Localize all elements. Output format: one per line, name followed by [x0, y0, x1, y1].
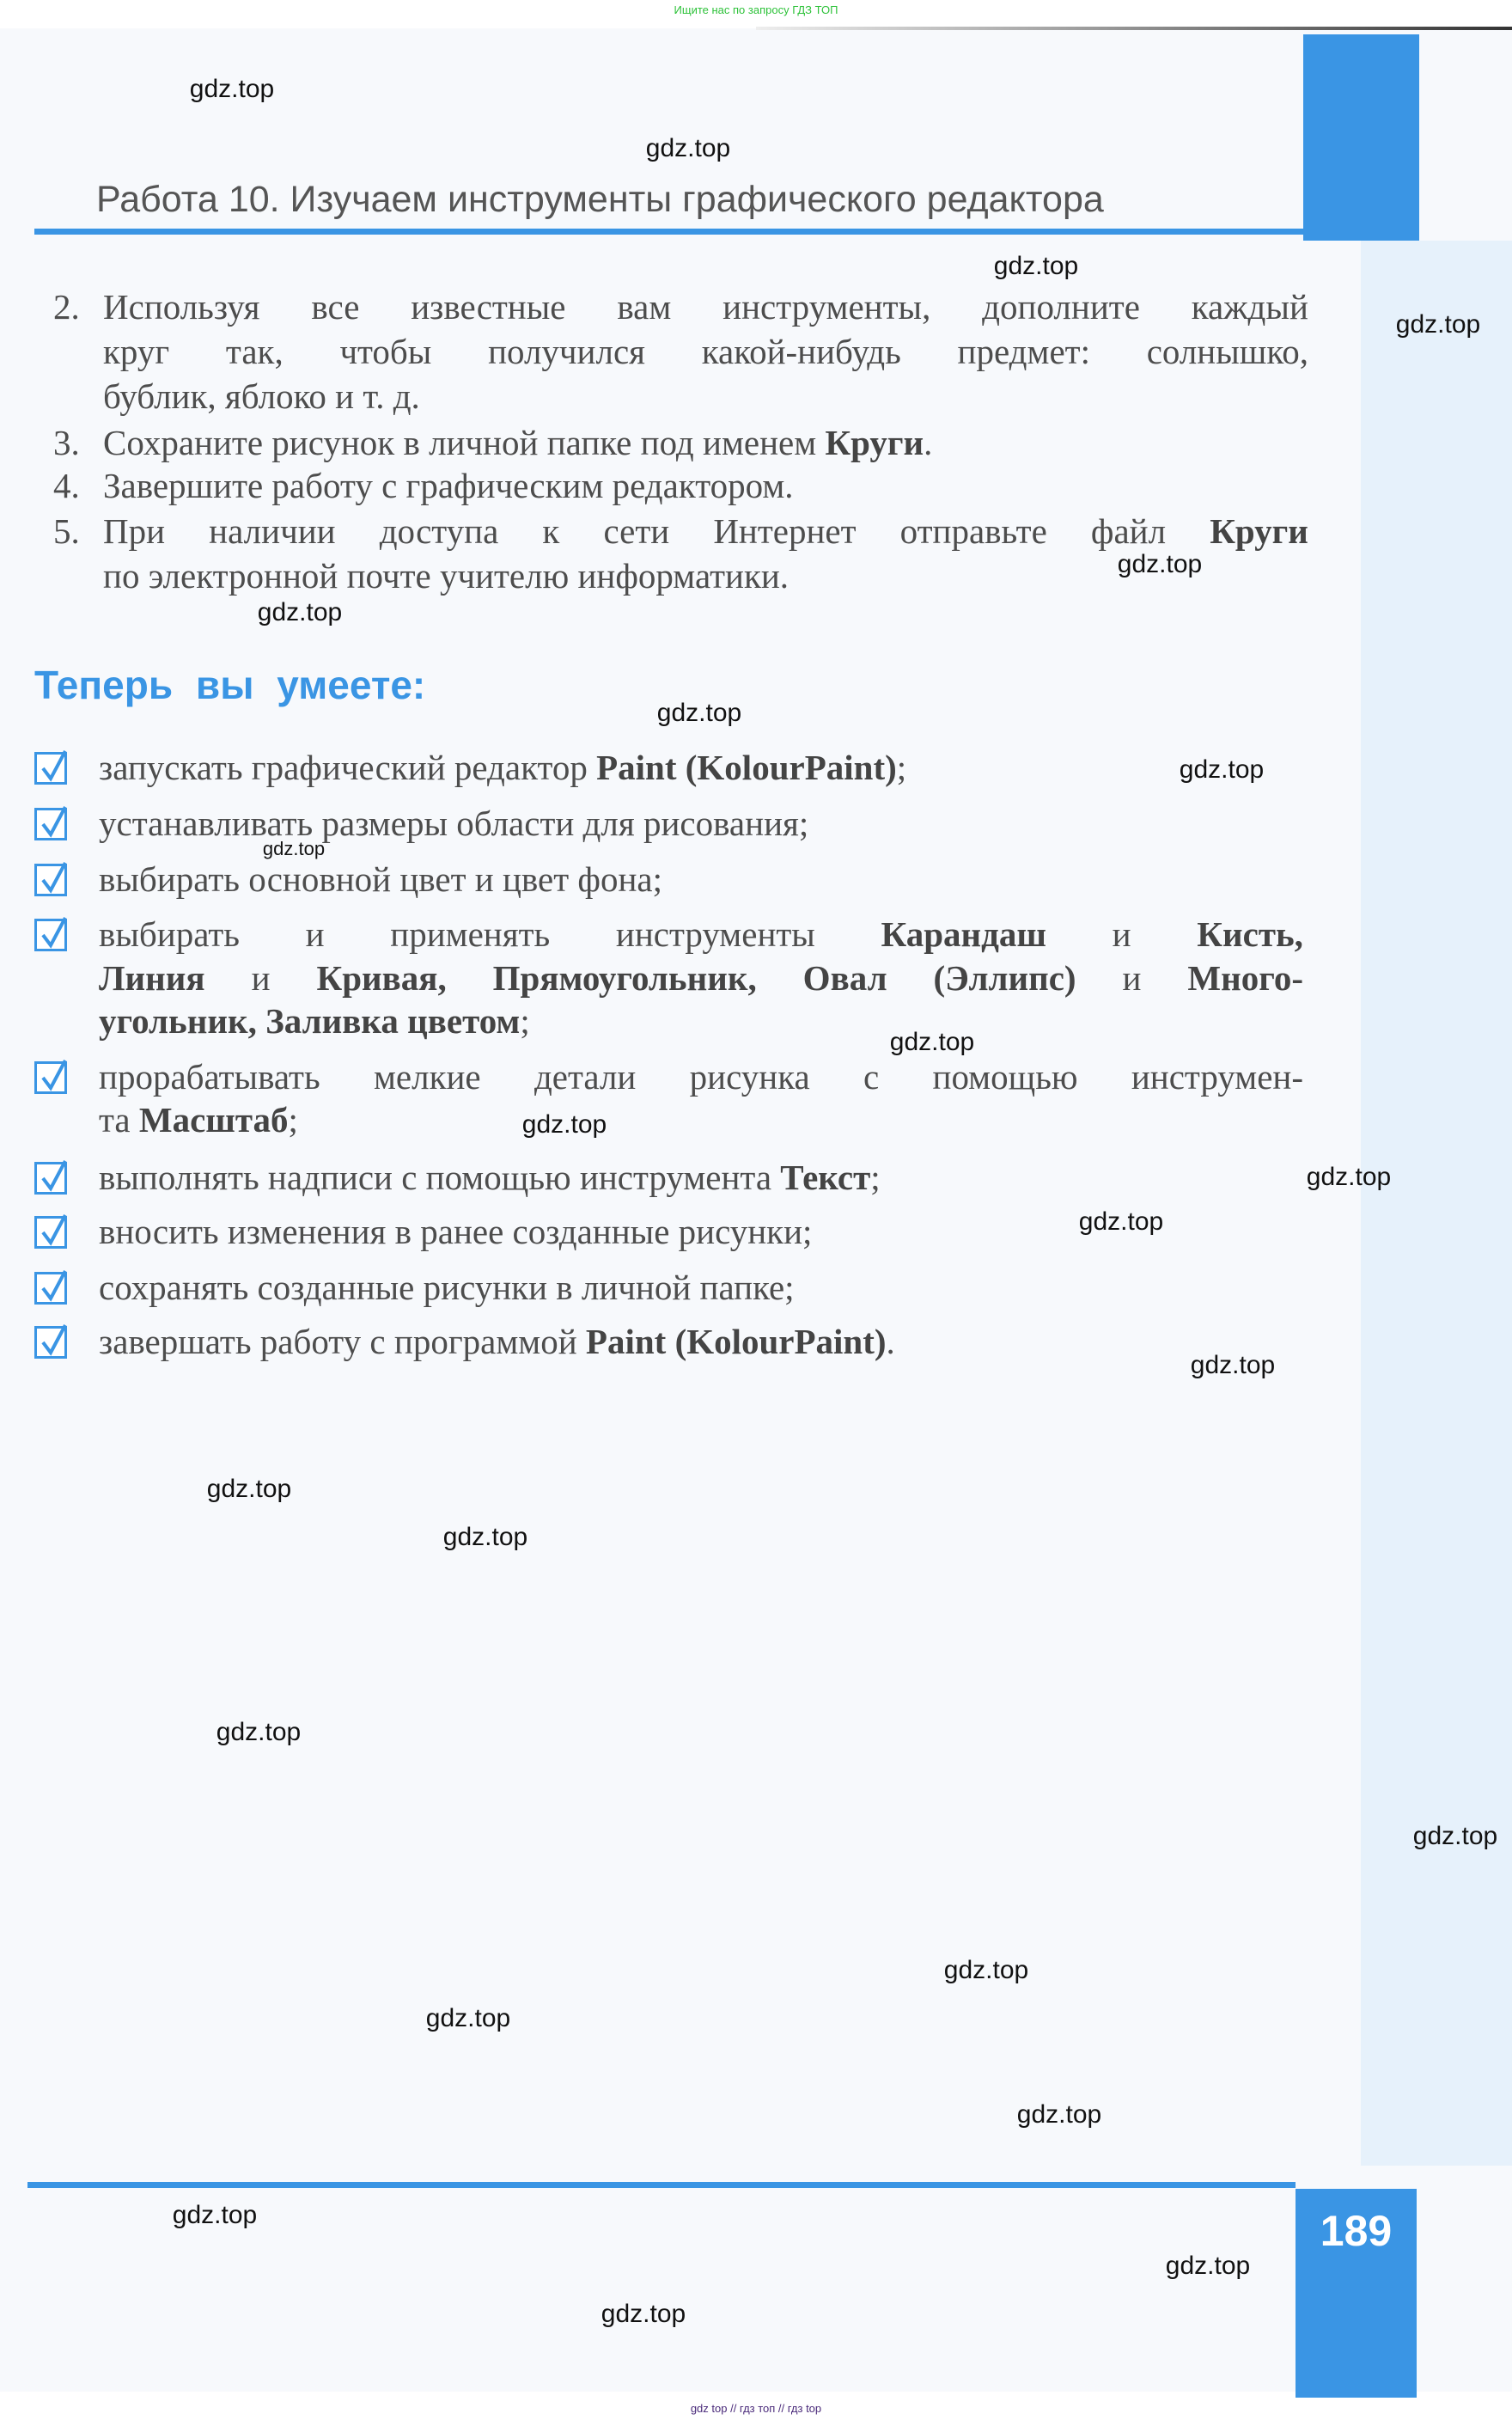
checkbox-checked-icon [34, 1061, 67, 1094]
text-segment: так, [225, 332, 284, 371]
word [306, 914, 325, 955]
bold-term: Кривая, [316, 958, 447, 998]
header-color-tab [1303, 34, 1419, 241]
page-number: 189 [1320, 2207, 1393, 2255]
text-line [99, 914, 1303, 955]
checkbox-checked-icon [34, 1162, 67, 1195]
step-number: 4. [53, 466, 80, 505]
page-title: Работа 10. Изучаем инструменты графического редактора [96, 179, 1104, 220]
watermark-text: gdz.top [1412, 1822, 1498, 1850]
text-line [99, 1099, 298, 1140]
text-line [103, 286, 1308, 327]
text-segment: файл [1090, 511, 1167, 551]
text-segment: выполнять надписи с помощью инструмента [99, 1158, 781, 1197]
word [103, 286, 260, 327]
word [702, 331, 901, 372]
bold-term: Текст [780, 1158, 871, 1197]
watermark-text: gdz.top [262, 838, 326, 859]
bold-term: Paint (KolourPaint) [596, 748, 897, 787]
text-segment: ; [870, 1158, 881, 1197]
text-line [103, 510, 1308, 552]
bold-term: Кисть, [1197, 914, 1303, 954]
watermark-text: gdz.top [1016, 2100, 1102, 2129]
text-segment: вам [617, 287, 672, 327]
text-segment: ; [288, 1100, 298, 1140]
word [1197, 914, 1303, 955]
word [603, 510, 669, 552]
word [380, 510, 499, 552]
text-segment: вносить изменения в ранее созданные рисунки; [99, 1212, 813, 1251]
text-segment: ; [896, 748, 907, 787]
text-segment: рисунка [689, 1057, 810, 1097]
word [493, 957, 757, 999]
text-segment: запускать графический редактор [99, 748, 597, 787]
text-segment: выбирать [99, 914, 240, 954]
word [1123, 957, 1142, 999]
word [226, 331, 284, 372]
word [1091, 510, 1166, 552]
skills-heading: Теперь вы умеете: [34, 663, 426, 707]
word [339, 331, 431, 372]
text-line [103, 331, 1308, 372]
watermark-text: gdz.top [189, 75, 275, 103]
word [900, 510, 1047, 552]
text-line [99, 859, 662, 900]
watermark-text: gdz.top [645, 134, 731, 162]
word [488, 331, 645, 372]
text-line [99, 803, 808, 844]
text-line [99, 1211, 812, 1252]
text-segment: доступа [379, 511, 499, 551]
bold-term: Овал [802, 958, 887, 998]
word [1131, 1056, 1303, 1097]
word [103, 331, 169, 372]
bold-term: Линия [99, 958, 205, 998]
word [390, 914, 550, 955]
text-line [99, 1267, 795, 1308]
text-segment: Завершите работу с графическим редактором. [103, 466, 794, 505]
text-line [103, 555, 789, 596]
watermark-text: gdz.top [425, 2004, 511, 2032]
text-segment: При [103, 511, 166, 551]
text-segment: и [305, 914, 325, 954]
word [982, 286, 1140, 327]
text-segment: и [1122, 958, 1142, 998]
text-segment: по электронной почте учителю информатики. [103, 556, 790, 596]
text-segment: детали [533, 1057, 637, 1097]
bold-term: Карандаш [881, 914, 1046, 954]
word [863, 1056, 879, 1097]
page-edge-shadow [756, 27, 1512, 30]
word [374, 1056, 481, 1097]
watermark-text: gdz.top [216, 1718, 302, 1746]
text-segment: мелкие [373, 1057, 481, 1097]
bold-term: (Эллипс) [933, 958, 1076, 998]
watermark-text: gdz.top [206, 1475, 292, 1503]
word [209, 510, 335, 552]
watermark-text: gdz.top [521, 1110, 607, 1139]
word [311, 286, 359, 327]
text-line [103, 465, 794, 506]
text-line [103, 422, 932, 463]
bold-term: Много- [1187, 958, 1303, 998]
step-number: 5. [53, 511, 80, 551]
text-segment: круг [103, 332, 170, 371]
text-segment: чтобы [339, 332, 432, 371]
text-segment: инструмен- [1131, 1057, 1303, 1097]
word [99, 957, 205, 999]
text-segment: все [311, 287, 360, 327]
text-segment: . [924, 423, 933, 462]
word [1187, 957, 1303, 999]
text-segment: солнышко, [1146, 332, 1308, 371]
watermark-text: gdz.top [1165, 2252, 1251, 2280]
watermark-text: gdz.top [1117, 550, 1203, 578]
checkbox-checked-icon [34, 1326, 67, 1359]
text-segment: выбирать основной цвет и цвет фона; [99, 859, 662, 899]
text-segment: дополните [982, 287, 1140, 327]
title-underline [34, 229, 1303, 235]
word [803, 957, 887, 999]
word [316, 957, 446, 999]
checkbox-checked-icon [34, 864, 67, 896]
watermark-text: gdz.top [1078, 1207, 1164, 1236]
text-segment: бублик, яблоко и т. д. [103, 376, 420, 416]
watermark-text: gdz.top [172, 2201, 258, 2229]
bold-term: Прямоугольник, [492, 958, 757, 998]
text-segment: завершать работу с программой [99, 1322, 586, 1361]
text-segment: . [886, 1322, 895, 1361]
bold-term: Круги [1210, 511, 1308, 551]
text-segment: инструменты, [722, 287, 931, 327]
text-segment: сохранять созданные рисунки в личной папке; [99, 1268, 795, 1307]
text-line [99, 1000, 530, 1042]
step-number: 2. [53, 287, 80, 327]
word [881, 914, 1046, 955]
word [713, 510, 856, 552]
text-segment: получился [488, 332, 646, 371]
checkbox-checked-icon [34, 919, 67, 951]
word [99, 914, 240, 955]
checkbox-checked-icon [34, 808, 67, 840]
word [1113, 914, 1131, 955]
text-segment: применять [390, 914, 551, 954]
step-number: 3. [53, 423, 80, 462]
word [617, 286, 671, 327]
text-segment: и [1112, 914, 1131, 954]
text-segment: каждый [1191, 287, 1308, 327]
word [933, 1056, 1078, 1097]
text-segment: предмет: [957, 332, 1090, 371]
word [252, 957, 271, 999]
text-segment: помощью [932, 1057, 1078, 1097]
text-segment: с [863, 1057, 880, 1097]
text-segment: какой-нибудь [701, 332, 901, 371]
text-segment: Используя [103, 287, 260, 327]
watermark-text: gdz.top [257, 598, 343, 626]
word [411, 286, 565, 327]
text-segment: Интернет [713, 511, 857, 551]
text-segment: та [99, 1100, 139, 1140]
page-margin-strip [1361, 241, 1512, 2166]
word [99, 1056, 320, 1097]
text-segment: прорабатывать [99, 1057, 320, 1097]
word [934, 957, 1076, 999]
text-segment: сети [603, 511, 670, 551]
text-line [99, 1321, 895, 1362]
watermark-text: gdz.top [601, 2300, 686, 2328]
watermark-text: gdz.top [993, 252, 1079, 280]
page-number-box [1296, 2189, 1417, 2398]
text-segment: наличии [209, 511, 336, 551]
checkbox-checked-icon [34, 1216, 67, 1249]
word [722, 286, 930, 327]
text-line [99, 1157, 881, 1198]
text-segment: Сохраните рисунок в личной папке под именем [103, 423, 826, 462]
word [1192, 286, 1308, 327]
word [103, 510, 165, 552]
text-segment: отправьте [899, 511, 1047, 551]
watermark-text: gdz.top [656, 699, 742, 727]
checkbox-checked-icon [34, 1272, 67, 1305]
watermark-text: gdz.top [1190, 1351, 1276, 1379]
top-banner: Ищите нас по запросу ГДЗ ТОП [674, 3, 838, 16]
text-segment: ; [520, 1001, 530, 1041]
word [542, 510, 559, 552]
word [958, 331, 1090, 372]
text-segment: и [251, 958, 271, 998]
watermark-text: gdz.top [442, 1523, 528, 1551]
bold-term: Масштаб [138, 1100, 289, 1140]
word [690, 1056, 810, 1097]
text-segment: известные [411, 287, 566, 327]
bold-term: Paint (KolourPaint) [585, 1322, 887, 1361]
checkbox-checked-icon [34, 752, 67, 785]
footer-watermark: gdz top // гдз топ // гдз top [690, 2402, 822, 2415]
watermark-text: gdz.top [1179, 755, 1265, 784]
text-line [99, 957, 1303, 999]
word [534, 1056, 636, 1097]
watermark-text: gdz.top [943, 1956, 1029, 1984]
word [1210, 510, 1308, 552]
text-segment: инструменты [615, 914, 815, 954]
text-line [103, 376, 420, 417]
bold-term: Круги [825, 423, 924, 462]
bold-term: угольник, Заливка цветом [99, 1001, 521, 1041]
text-line [99, 747, 906, 788]
word [1147, 331, 1308, 372]
watermark-text: gdz.top [1306, 1163, 1392, 1191]
word [616, 914, 815, 955]
watermark-text: gdz.top [889, 1028, 975, 1056]
text-segment: устанавливать размеры области для рисования; [99, 804, 809, 843]
text-line [99, 1056, 1303, 1097]
text-segment: к [542, 511, 560, 551]
watermark-text: gdz.top [1395, 310, 1481, 339]
footer-rule [27, 2182, 1296, 2188]
